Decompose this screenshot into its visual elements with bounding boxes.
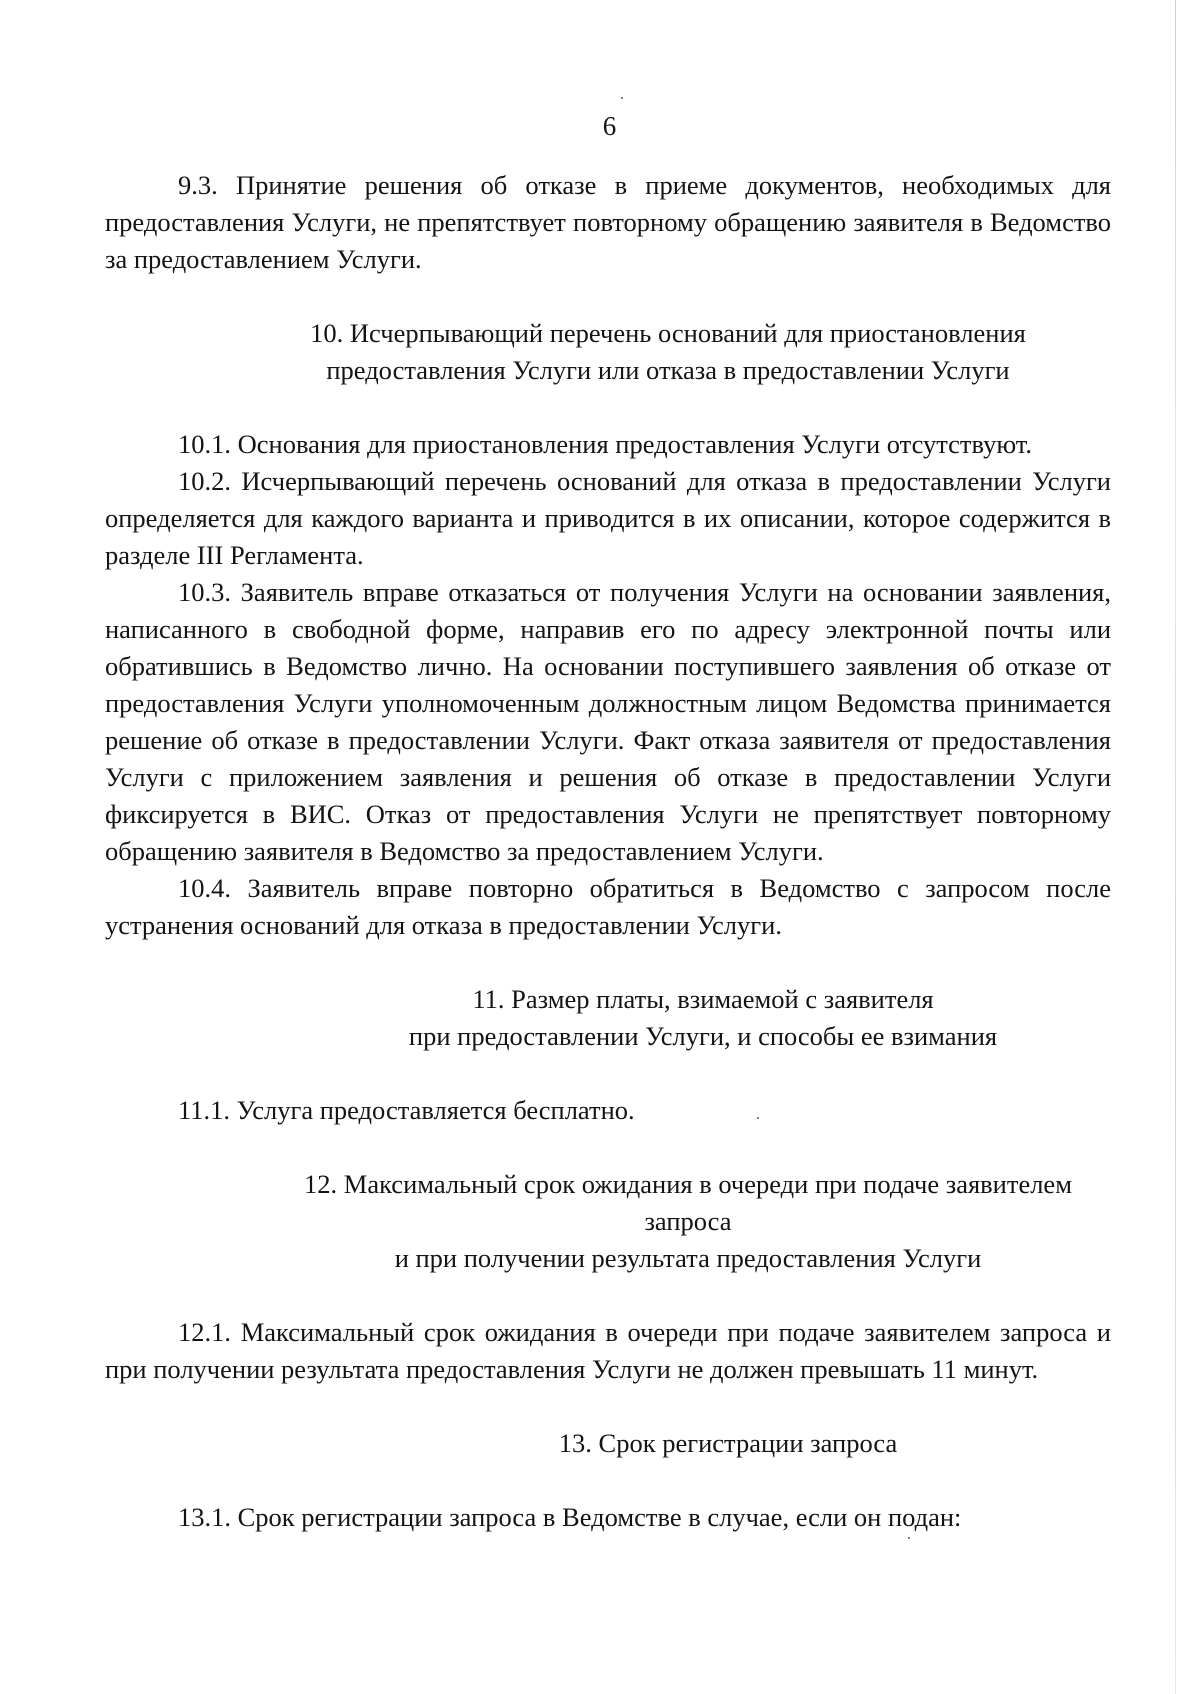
paragraph-10-1: 10.1. Основания для приостановления предоставления Услуги отсутствуют.	[178, 429, 1033, 459]
section-13-heading: 13. Срок регистрации запроса	[558, 1428, 898, 1458]
page-number: 6	[602, 111, 617, 141]
paragraph-10-3: 10.3. Заявитель вправе отказаться от получения Услуги на основании заявления, написанного в свободной форме, направив его по адресу электронной почты или обратившись в Ведомство лично. На основании поступившего заявления об отказе от предоставления Услуги уполномоченным должностным лицом Ведомства принимается решение об отказе в предоставлении Услуги. Факт отказа заявителя от предоставления Услуги с приложением заявления и решения об отказе в предоставлении Услуги фиксируется в ВИС. Отказ от предоставления Услуги не препятствует повторному обращению заявителя в Ведомство за предоставлением Услуги.	[105, 577, 1111, 866]
section-12-heading-line-2: и при получении результата предоставления Услуги	[394, 1243, 982, 1273]
paragraph-13-1: 13.1. Срок регистрации запроса в Ведомстве в случае, если он подан:	[178, 1502, 962, 1532]
section-12-heading-line-1: 12. Максимальный срок ожидания в очереди при подаче заявителем запроса	[304, 1169, 1072, 1236]
section-10-heading-line-2: предоставления Услуги или отказа в предоставлении Услуги	[326, 355, 1010, 385]
scan-edge-line	[1175, 0, 1176, 1694]
scan-speck	[621, 97, 623, 99]
paragraph-11-1: 11.1. Услуга предоставляется бесплатно.	[178, 1095, 635, 1125]
paragraph-10-2: 10.2. Исчерпывающий перечень оснований для отказа в предоставлении Услуги определяется для каждого варианта и приводится в их описании, которое содержится в разделе III Регламента.	[105, 466, 1111, 570]
document-body	[105, 167, 1111, 1536]
section-11-heading-line-1: 11. Размер платы, взимаемой с заявителя	[472, 984, 934, 1014]
paragraph-12-1: 12.1. Максимальный срок ожидания в очереди при подаче заявителем запроса и при получении результата предоставления Услуги не должен превышать 11 минут.	[105, 1317, 1111, 1384]
paragraph-9-3: 9.3. Принятие решения об отказе в приеме документов, необходимых для предоставления Услуги, не препятствует повторному обращению заявителя в Ведомство за предоставлением Услуги.	[105, 170, 1111, 274]
section-11-heading-line-2: при предоставлении Услуги, и способы ее взимания	[408, 1021, 998, 1051]
section-10-heading-line-1: 10. Исчерпывающий перечень оснований для приостановления	[310, 318, 1026, 348]
scan-speck	[908, 1537, 910, 1539]
paragraph-10-4: 10.4. Заявитель вправе повторно обратиться в Ведомство с запросом после устранения оснований для отказа в предоставлении Услуги.	[105, 873, 1111, 940]
